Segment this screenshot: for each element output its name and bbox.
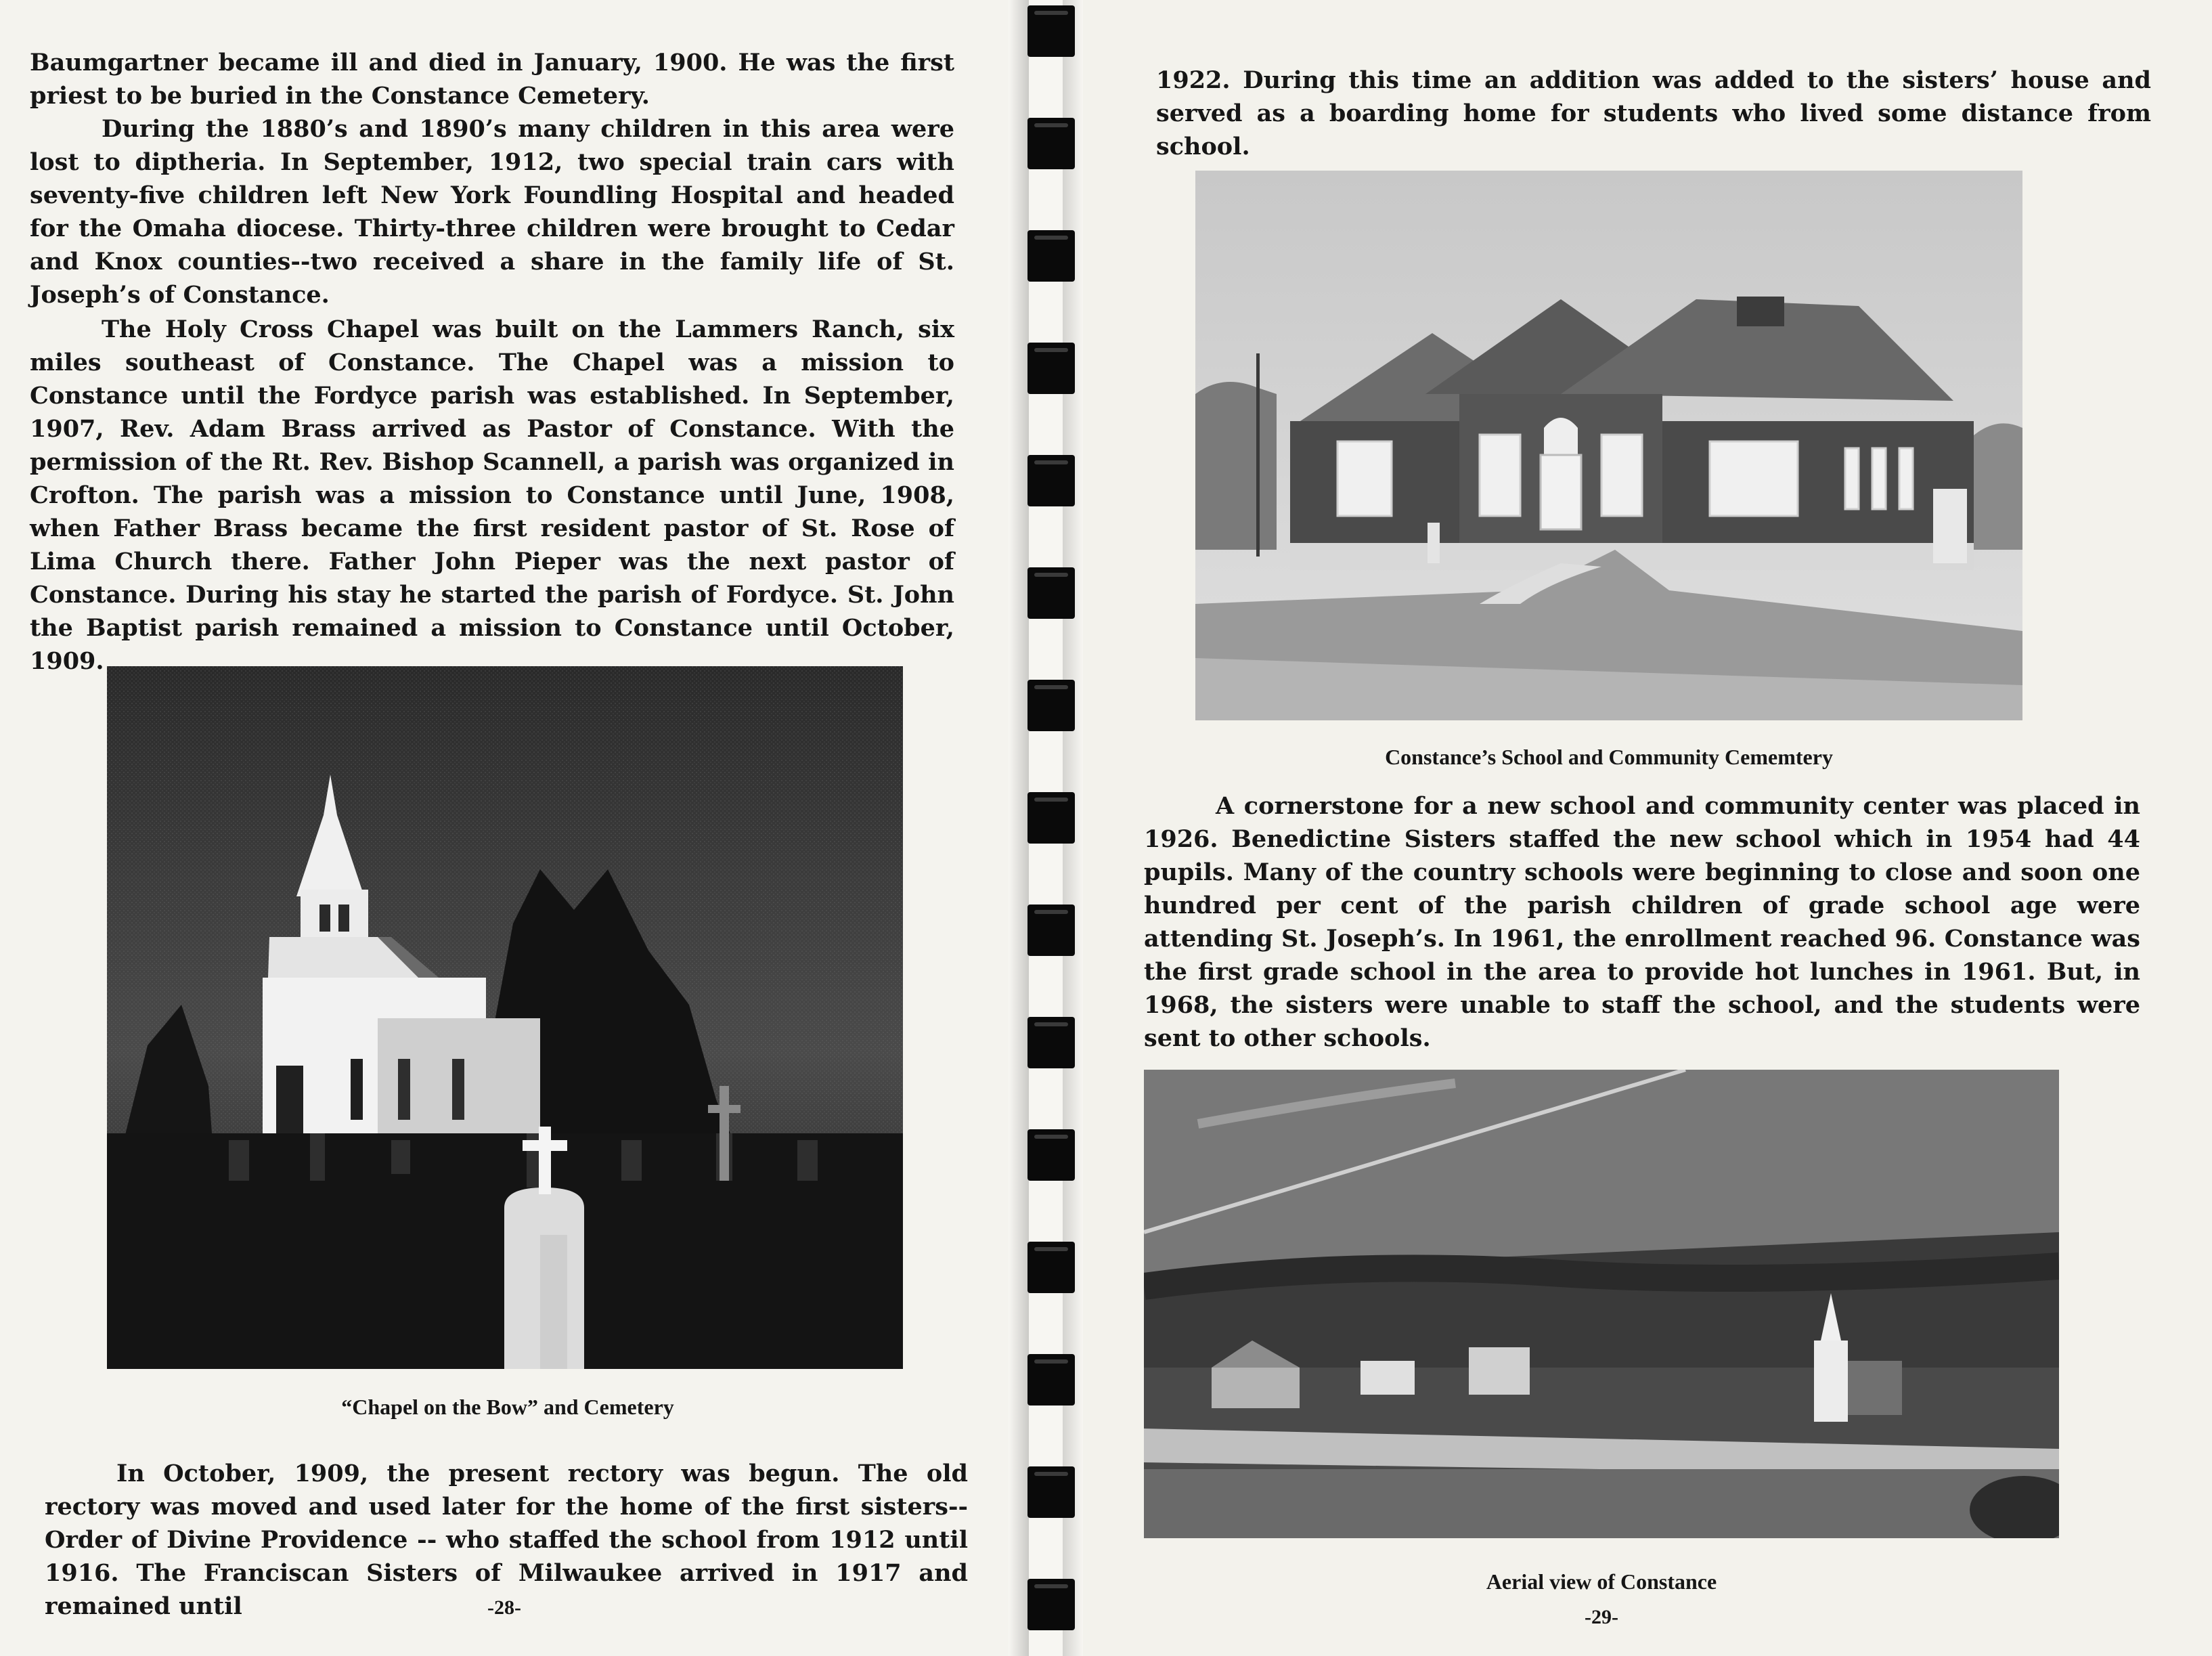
- binding-coil: [1027, 230, 1075, 282]
- binding-coil: [1027, 680, 1075, 731]
- binding-coil: [1027, 118, 1075, 169]
- paragraph-6: A cornerstone for a new school and community center was placed in 1926. Benedictine Sisters staffed the new school which in 1954 had 44 pupils. Many of the country schools were beginning to close and soon one hundred per cent of the parish children of grade school age were attending St. Joseph’s. In 1961, the enrollment reached 96. Constance was the first grade school in the area to provide hot lunches in 1961. But, in 1968, the sisters were unable to staff the school, and the students were sent to other schools.: [1144, 792, 2140, 1052]
- paragraph-1: Baumgartner became ill and died in January, 1900. He was the first priest to be buried in the Constance Cemetery.: [30, 49, 954, 110]
- school-photo-caption: Constance’s School and Community Cememtery: [1385, 745, 1833, 769]
- binding-coil: [1027, 792, 1075, 844]
- paragraph-5: 1922. During this time an addition was added to the sisters’ house and served as a boarding home for students who lived some distance from school.: [1156, 66, 2151, 160]
- aerial-photo-caption: Aerial view of Constance: [1486, 1569, 1717, 1594]
- paragraph-3: The Holy Cross Chapel was built on the Lammers Ranch, six miles southeast of Constance. The Chapel was a mission to Constance until the Fordyce parish was established. In September, 1907, Rev. Adam Brass arrived as Pastor of Constance. With the permission of the Rt. Rev. Bishop Scannell, a parish was organized in Crofton. The parish was a mission to Constance until June, 1908, when Father Brass became the first resident pastor of St. Rose of Lima Church there. Father John Pieper was the next pastor of Constance. During his stay he started the parish of Fordyce. St. John the Baptist parish remained a mission to Constance until October, 1909.: [30, 315, 954, 675]
- binding-coil: [1027, 567, 1075, 619]
- paragraph-2: During the 1880’s and 1890’s many children in this area were lost to diptheria. In September, 1912, two special train cars with seventy-five children left New York Foundling Hospital and headed for the Omaha diocese. Thirty-three children were brought to Cedar and Knox counties--two received a share in the family life of St. Joseph’s of Constance.: [30, 115, 954, 309]
- binding-coil: [1027, 1129, 1075, 1181]
- binding-coil: [1027, 1242, 1075, 1293]
- page-number-right: -29-: [1585, 1606, 1618, 1628]
- chapel-cemetery-photo: [107, 666, 903, 1369]
- right-page: [1083, 0, 2212, 1656]
- paragraph-4: In October, 1909, the present rectory was begun. The old rectory was moved and used later for the home of the first sisters--Order of Divine Providence -- who staffed the school from 1912 until 1916. The Franciscan Sisters of Milwaukee arrived in 1917 and remained until: [45, 1460, 968, 1620]
- school-photo: [1195, 171, 2022, 720]
- aerial-photo: [1144, 1070, 2059, 1538]
- binding-coil: [1027, 1017, 1075, 1068]
- binding-coil: [1027, 343, 1075, 394]
- binding-coil: [1027, 1354, 1075, 1406]
- binding-coil: [1027, 905, 1075, 956]
- binding-coil: [1027, 5, 1075, 57]
- binding-coil: [1027, 1466, 1075, 1518]
- binding-coil: [1027, 1579, 1075, 1630]
- chapel-photo-caption: “Chapel on the Bow” and Cemetery: [341, 1395, 674, 1419]
- left-gutter-shadow: [1009, 0, 1029, 1656]
- page-number-left: -28-: [487, 1596, 521, 1619]
- left-page: [0, 0, 1009, 1656]
- binding-coil: [1027, 455, 1075, 506]
